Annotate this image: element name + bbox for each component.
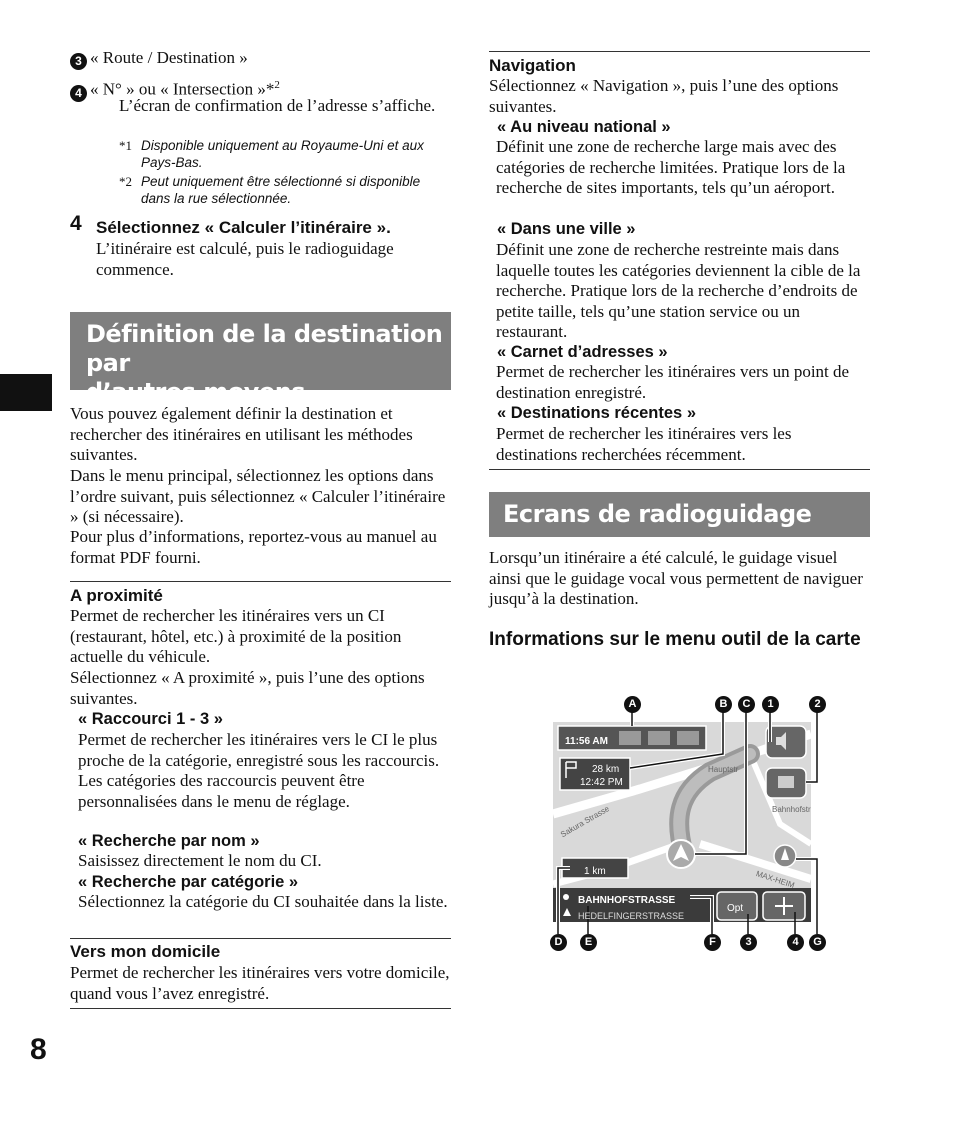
option-desc: Permet de rechercher les itinéraires vers le CI le plus proche de la catégorie, enregistré sous les raccourcis. Les catégories des raccourcis peuvent être personnalisées dans le menu de réglage. [78,730,440,811]
a-proximite-body-2: Sélectionnez « A proximité », puis l’une des options suivantes. [70,668,425,708]
footnote-mark: *1 [119,138,132,153]
step-text: « N° » ou « Intersection »* [90,79,275,99]
divider [70,938,451,939]
step-3 [70,48,452,70]
map-street-label: Bahnhofstr [772,805,811,814]
callout-label: A [624,696,641,713]
option-term: « Recherche par nom » [78,832,260,850]
domicile-body: Permet de rechercher les itinéraires vers votre domicile, quand vous l’avez enregistré. [70,963,450,1003]
guidance-body: Lorsqu’un itinéraire a été calculé, le guidage visuel ainsi que le guidage vocal vous permettent de naviguer jusqu’à la destination. [489,548,863,609]
callout-label: G [809,934,826,951]
footnote-1 [119,137,449,171]
intro-paragraph-2: Dans le menu principal, sélectionnez les options dans l’ordre suivant, puis sélectionnez « Calculer l’itinéraire » (si nécessaire). [70,466,446,527]
option-term: « Dans une ville » [497,220,636,238]
distance-readout: 28 km [592,764,620,775]
divider [489,469,870,470]
option-desc: Sélectionnez la catégorie du CI souhaitée dans la liste. [78,892,448,911]
confirm-text: L’écran de confirmation de l’adresse s’affiche. [119,96,436,115]
a-proximite-body-1: Permet de rechercher les itinéraires vers un CI (restaurant, hôtel, etc.) à proximité de la position actuelle du véhicule. [70,606,402,667]
callout-label: B [715,696,732,713]
map-street-label: Hauptstr [708,765,739,774]
option-desc: Permet de rechercher les itinéraires vers un point de destination enregistré. [496,362,850,402]
intro-paragraph-3: Pour plus d’informations, reportez-vous au manuel au format PDF fourni. [70,527,437,567]
step-number-badge: 3 [70,53,87,70]
option-term: « Au niveau national » [497,118,671,136]
callout-label: F [704,934,721,951]
clock-readout: 11:56 AM [565,736,608,747]
callout-label: 1 [762,696,779,713]
navigation-body: Sélectionnez « Navigation », puis l’une des options suivantes. [489,76,839,116]
section-title-line2: d’autres moyens [86,378,306,406]
street-current: BAHNHOFSTRASSE [578,895,676,906]
footnote-ref: 2 [274,79,280,91]
chapter-tab [0,374,52,411]
option-desc: Définit une zone de recherche restreinte mais dans laquelle toutes les catégories deviennent la cible de la recherche. Pratique lors de la recherche d’endroits de petite taille, tels qu’une station service ou un restaurant. [496,240,861,342]
option-desc: Permet de rechercher les itinéraires vers les destinations recherchées récemment. [496,424,792,464]
option-term: « Destinations récentes » [497,404,696,422]
option-desc: Définit une zone de recherche large mais avec des catégories de recherche limitées. Pratique lors de la recherche de sites importants, tels qu’un aéroport. [496,137,846,198]
callout-label: 3 [740,934,757,951]
footnote-mark: *2 [119,174,132,189]
callout-label: 4 [787,934,804,951]
footnote-text: Peut uniquement être sélectionné si disponible dans la rue sélectionnée. [141,174,421,206]
section-banner-radioguidage: Ecrans de radioguidage [489,492,870,537]
option-term: « Recherche par catégorie » [78,873,299,891]
map-street-label: Sakura Strasse [559,804,611,840]
scale-readout: 1 km [584,866,606,877]
intro-paragraph-1: Vous pouvez également définir la destination et rechercher des itinéraires en utilisant les méthodes suivantes. [70,404,413,465]
step-number-badge: 4 [70,85,87,102]
option-term: « Carnet d’adresses » [497,343,668,361]
section-title-line1: Définition de la destination par [86,320,443,377]
domicile-title: Vers mon domicile [70,942,221,961]
map-menu-title: Informations sur le menu outil de la carte [489,629,861,650]
section-banner-definition [70,312,451,406]
map-street-label: MAX-HEIM [754,869,796,890]
footnote-text: Disponible uniquement au Royaume-Uni et aux Pays-Bas. [141,138,424,170]
step-4-title: Sélectionnez « Calculer l’itinéraire ». [96,218,391,237]
street-next: HEDELFINGERSTRASSE [578,911,685,921]
callout-label: D [550,934,567,951]
divider [70,1008,451,1009]
map-figure [550,694,830,956]
callout-label: C [738,696,755,713]
divider [489,51,870,52]
step-4-number: 4 [70,212,82,235]
callout-label: 2 [809,696,826,713]
options-button: Opt [727,903,744,914]
navigation-title: Navigation [489,56,576,75]
divider [70,581,451,582]
a-proximite-title: A proximité [70,586,163,605]
step-text: « Route / Destination » [90,48,248,67]
option-term: « Raccourci 1 - 3 » [78,710,223,728]
step-4-body: L’itinéraire est calculé, puis le radioguidage commence. [96,239,394,279]
callout-label: E [580,934,597,951]
arrival-time-readout: 12:42 PM [580,777,623,788]
footnote-2 [119,173,449,207]
page-number: 8 [30,1033,47,1066]
option-desc: Saisissez directement le nom du CI. [78,851,322,870]
